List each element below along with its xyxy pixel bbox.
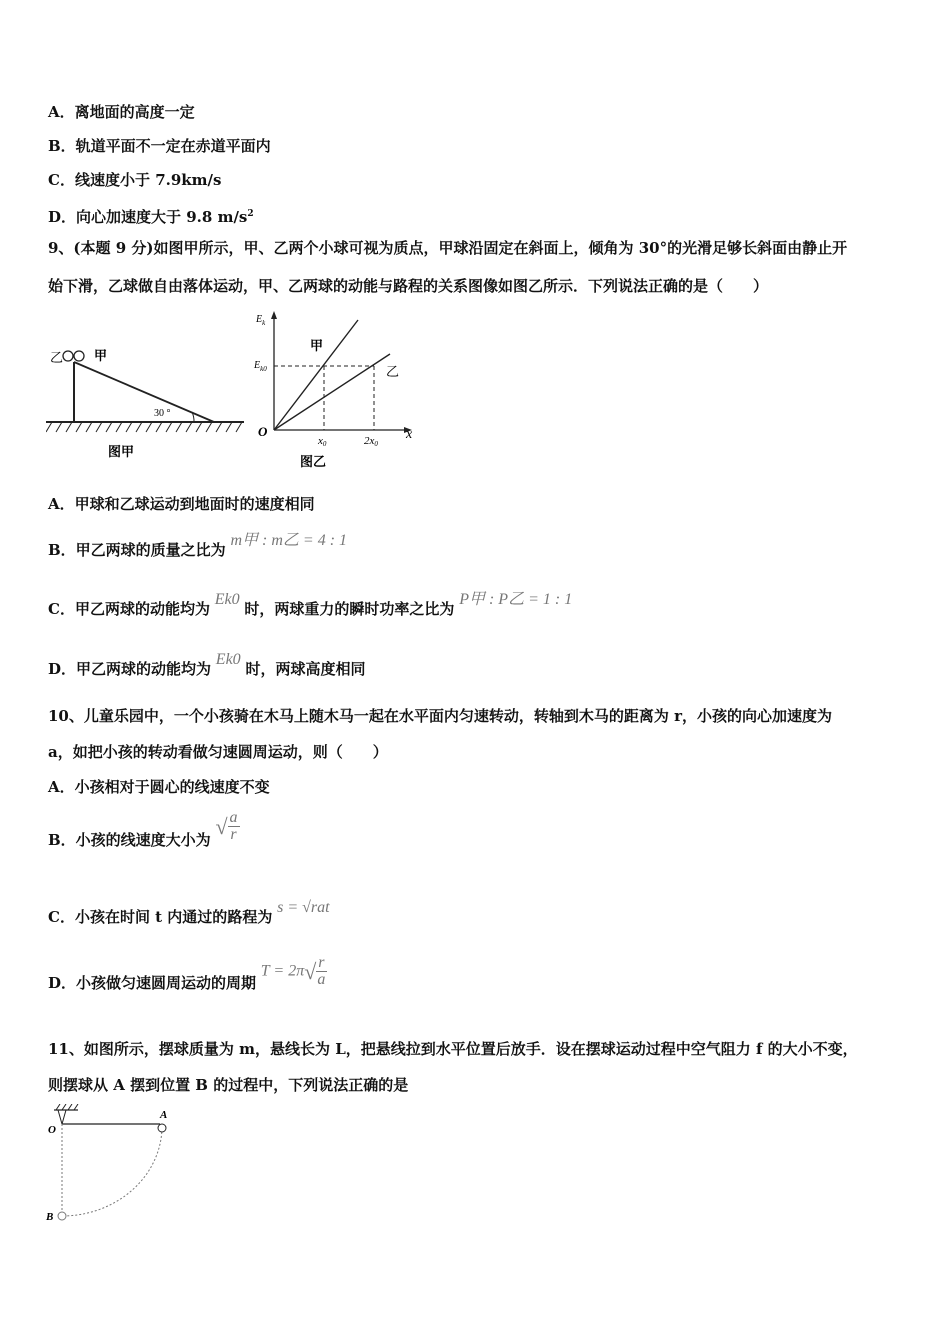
q9-option-d xyxy=(48,649,366,678)
q9-figure-a xyxy=(46,338,246,463)
q11-stem-line1: 11、如图所示，摆球质量为 m，悬线长为 L，把悬线拉到水平位置后放手．设在摆球运动过程中空气阻力 f 的大小不变， xyxy=(48,1040,858,1058)
q10-option-d xyxy=(48,954,327,992)
ball-jia xyxy=(74,351,84,361)
angle-label: 30 ° xyxy=(154,408,171,419)
q9-stem-line1: 9、(本题 9 分)如图甲所示，甲、乙两个小球可视为质点，甲球沿固定在斜面上，倾角为 30°的光滑足够长斜面由静止开 xyxy=(48,239,848,257)
q9-option-b xyxy=(48,530,348,559)
q8-option-a: A．离地面的高度一定 xyxy=(48,103,195,121)
q9-option-b-math: m甲 : m乙 = 4 : 1 xyxy=(230,532,348,549)
q10-option-b-fraction: $\frac{a}{r}$ xyxy=(229,809,238,843)
label-o: O xyxy=(48,1124,56,1136)
q8-option-b: B．轨道平面不一定在赤道平面内 xyxy=(48,137,271,155)
ceiling-hatch xyxy=(56,1104,78,1110)
ball-a xyxy=(158,1124,166,1132)
q9-figure-b xyxy=(250,308,430,473)
y-axis-label: $E_k$ xyxy=(256,314,266,327)
incline-line xyxy=(74,362,214,422)
q9-option-c-text: C．甲乙两球的动能均为 xyxy=(48,600,210,618)
q8-option-d-text: D．向心加速度大于 xyxy=(48,208,182,226)
q10-option-a: A．小孩相对于圆心的线速度不变 xyxy=(48,778,270,796)
q10-option-b xyxy=(48,809,240,849)
sqrt-sign-icon: √ xyxy=(215,813,228,839)
x0-label: x0 xyxy=(318,435,327,448)
q10-option-d-text: D．小孩做匀速圆周运动的周期 xyxy=(48,973,257,992)
label-jia: 甲 xyxy=(94,348,108,363)
q10-option-b-text: B．小孩的线速度大小为 xyxy=(48,830,211,849)
origin-label: O xyxy=(258,424,268,439)
ball-yi xyxy=(63,351,73,361)
label-yi: 乙 xyxy=(50,350,64,365)
label-a: A xyxy=(160,1109,168,1121)
x-axis-label: x xyxy=(406,427,413,442)
q9-option-c-math1: Ek0 xyxy=(214,591,240,608)
sqrt-sign-icon: √ xyxy=(304,958,317,984)
q8-option-c-text: C．线速度小于 xyxy=(48,171,150,189)
q8-option-d-value: 9.8 m/s xyxy=(186,208,248,226)
line-yi-label: 乙 xyxy=(386,364,400,379)
ground-hatch xyxy=(46,422,242,432)
line-jia xyxy=(274,320,358,430)
q9-option-b-text: B．甲乙两球的质量之比为 xyxy=(48,541,226,559)
q9-option-c-mid: 时，两球重力的瞬时功率之比为 xyxy=(244,600,455,618)
q9-option-a: A．甲球和乙球运动到地面时的速度相同 xyxy=(48,495,315,513)
caption-a: 图甲 xyxy=(108,444,135,459)
q9-option-d-suffix: 时，两球高度相同 xyxy=(245,660,366,678)
q8-option-d xyxy=(48,204,254,227)
q10-stem-line1: 10、儿童乐园中，一个小孩骑在木马上随木马一起在水平面内匀速转动，转轴到木马的距离为 r，小孩的向心加速度为 xyxy=(48,707,833,725)
q9-option-d-math: Ek0 xyxy=(215,651,241,668)
q10-option-c-text: C．小孩在时间 t 内通过的路程为 xyxy=(48,908,273,926)
y-axis-arrow xyxy=(271,311,277,319)
x2-label: 2x0 xyxy=(364,435,378,448)
q9-option-d-text: D．甲乙两球的动能均为 xyxy=(48,660,212,678)
q9-option-c xyxy=(48,589,573,618)
q8-option-d-sup: 2 xyxy=(247,209,254,219)
q9-stem-line2: 始下滑，乙球做自由落体运动，甲、乙两球的动能与路程的关系图像如图乙所示．下列说法正确的是（ ） xyxy=(48,277,769,295)
ek0-label: $E_{k0}$ xyxy=(254,360,267,373)
pivot-icon xyxy=(58,1110,66,1124)
swing-arc xyxy=(62,1124,162,1216)
q9-option-c-math2: P甲 : P乙 = 1 : 1 xyxy=(459,591,573,608)
q10-option-d-fraction: $\frac{r}{a}$ xyxy=(317,954,326,988)
caption-b: 图乙 xyxy=(300,454,327,469)
line-yi xyxy=(274,354,390,430)
q10-option-c-math: s = √rat xyxy=(277,899,330,916)
q11-pendulum-figure xyxy=(44,1104,184,1226)
ball-b xyxy=(58,1212,66,1220)
label-b: B xyxy=(46,1211,54,1223)
line-jia-label: 甲 xyxy=(310,338,324,353)
q11-stem-line2: 则摆球从 A 摆到位置 B 的过程中，下列说法正确的是 xyxy=(48,1076,409,1094)
q8-option-c-value: 7.9km/s xyxy=(155,171,222,189)
q8-option-c xyxy=(48,170,221,190)
q10-option-c xyxy=(48,897,330,926)
q10-option-d-math: T = 2π xyxy=(260,962,305,980)
q10-stem-line2: a，如把小孩的转动看做匀速圆周运动，则（ ） xyxy=(48,743,388,761)
